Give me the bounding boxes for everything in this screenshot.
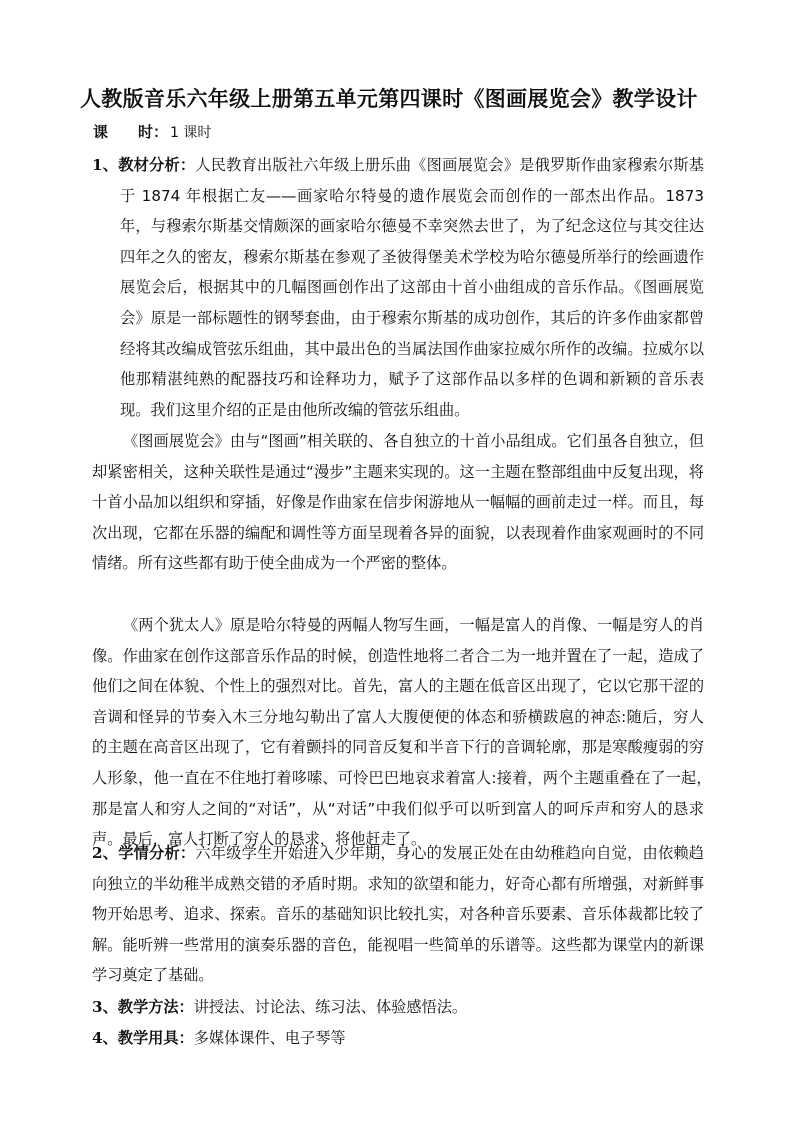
section-3-label: 3、教学方法： bbox=[92, 998, 194, 1016]
section-1-label: 1、教材分析： bbox=[92, 156, 196, 174]
section-2-label: 2、学情分析： bbox=[92, 844, 196, 862]
section-1-text: 人民教育出版社六年级上册乐曲《图画展览会》是俄罗斯作曲家穆索尔斯基于 1874 年根据亡友——画家哈尔特曼的遗作展览会而创作的一部杰出作品。1873 年，与穆索尔斯基交情颇深的画家哈尔德曼不幸突然去世了，为了纪念这位与其交往达四年之久的密友，穆索尔斯基在参观了圣彼得堡美术学校为哈尔德曼所举行的绘画遗作展览会后，根据其中的几幅图画创作出了这部由十首小曲组成的音乐作品。《图画展览会》原是一部标题性的钢琴套曲，由于穆索尔斯基的成功创作，其后的许多作曲家都曾经将其改编成管弦乐组曲，其中最出色的当属法国作曲家拉威尔所作的改编。拉威尔以他那精湛纯熟的配器技巧和诠释功力，赋予了这部作品以多样的色调和新颖的音乐表现。我们这里介绍的正是由他所改编的管弦乐组曲。 bbox=[120, 156, 704, 419]
class-hours-label: 课 时： bbox=[93, 123, 169, 141]
section-3-text: 讲授法、讨论法、练习法、体验感悟法。 bbox=[193, 998, 468, 1016]
document-title: 人教版音乐六年级上册第五单元第四课时《图画展览会》教学设计 bbox=[80, 86, 698, 111]
section-teaching-methods bbox=[92, 992, 704, 1023]
class-hours-value: 1 课时 bbox=[170, 125, 212, 141]
section-student-analysis bbox=[92, 838, 704, 991]
paragraph-two-jews: 《两个犹太人》原是哈尔特曼的两幅人物写生画，一幅是富人的肖像、一幅是穷人的肖像。作曲家在创作这部音乐作品的时候，创造性地将二者合二为一地并置在了一起，造成了他们之间在体貌、个性上的强烈对比。首先，富人的主题在低音区出现了，它以它那干涩的音调和怪异的节奏入木三分地勾勒出了富人大腹便便的体态和骄横跋扈的神态:随后，穷人的主题在高音区出现了，它有着颤抖的同音反复和半音下行的音调轮廓，那是寒酸瘦弱的穷人形象，他一直在不住地打着哆嗦、可怜巴巴地哀求着富人:接着，两个主题重叠在了一起， 那是富人和穷人之间的“对话”，从“对话”中我们似乎可以听到富人的呵斥声和穷人的恳求声。最后，富人打断了穷人的恳求，将他赶走了。 bbox=[92, 616, 720, 849]
class-hours-line bbox=[93, 120, 211, 145]
paragraph-pictures-overview: 《图画展览会》由与“图画”相关联的、各自独立的十首小品组成。它们虽各自独立，但却紧密相关，这种关联性是通过“漫步”主题来实现的。这一主题在整部组曲中反复出现，将十首小品加以组织和穿插，好像是作曲家在信步闲游地从一幅幅的画前走过一样。而且，每次出现，它都在乐器的编配和调性等方面呈现着各异的面貌，以表现着作曲家观画时的不同情绪。所有这些都有助于使全曲成为一个严密的整体。 bbox=[92, 432, 704, 573]
section-textbook-analysis bbox=[92, 150, 704, 425]
section-2-text: 六年级学生开始进入少年期，身心的发展正处在由幼稚趋向自觉，由依赖趋向独立的半幼稚半成熟交错的矛盾时期。求知的欲望和能力，好奇心都有所增强，对新鲜事物开始思考、追求、探索。音乐的基础知识比较扎实，对各种音乐要素、音乐体裁都比较了解。能听辨一些常用的演奏乐器的音色，能视唱一些简单的乐谱等。这些都为课堂内的新课学习奠定了基础。 bbox=[92, 844, 704, 985]
section-4-text: 多媒体课件、电子琴等 bbox=[193, 1029, 346, 1047]
section-teaching-tools bbox=[92, 1023, 704, 1054]
section-4-label: 4、教学用具： bbox=[92, 1029, 194, 1047]
